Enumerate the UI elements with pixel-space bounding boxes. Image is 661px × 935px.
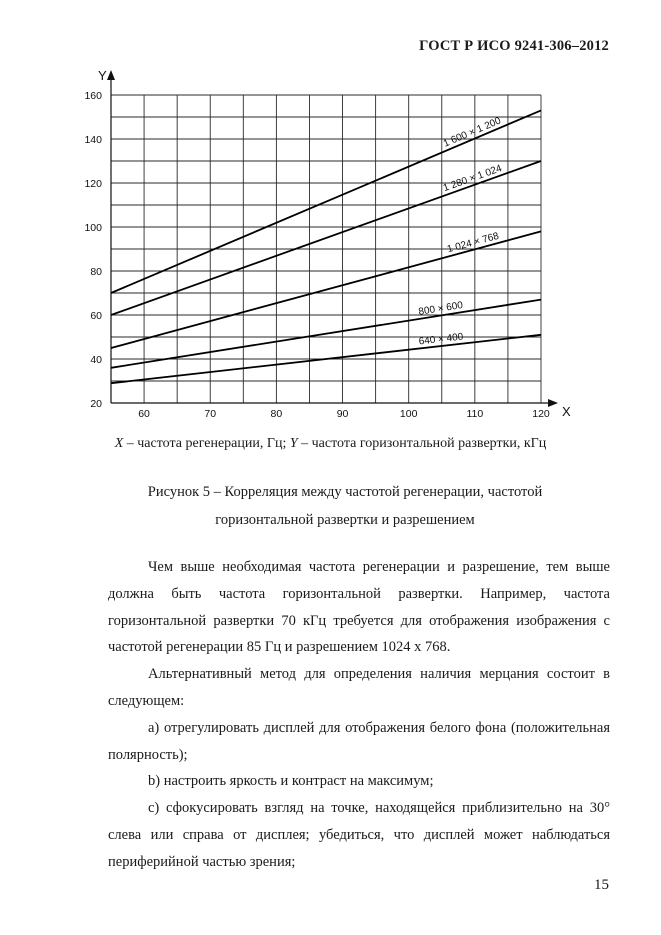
x-tick-label: 90 [336, 408, 349, 420]
y-tick-label: 160 [84, 90, 102, 102]
y-tick-label: 100 [84, 222, 102, 234]
y-tick-label: 60 [90, 310, 102, 322]
paragraph-2: Альтернативный метод для определения наличия мерцания состоит в следующем: [108, 666, 610, 709]
paragraph-1: Чем выше необходимая частота регенерации и разрешение, тем выше должна быть частота горизонтальной развертки. Например, частота горизонтальной развертки 70 кГц требуется для отображения изображения с частотой регенерации 85 Гц и разрешением 1024 x 768. [108, 559, 610, 656]
y-axis-arrow [107, 70, 115, 80]
x-axis-arrow [548, 399, 558, 407]
page-number: 15 [594, 877, 609, 893]
series-line [111, 110, 541, 293]
series-line [111, 300, 541, 368]
x-description: – частота регенерации, Гц; [123, 436, 290, 451]
x-tick-label: 70 [204, 408, 217, 420]
figure-title [90, 478, 600, 534]
y-tick-label: 140 [84, 134, 102, 146]
figure-title-line-2: горизонтальной развертки и разрешением [215, 512, 475, 528]
x-axis-label: X [562, 404, 571, 419]
y-tick-label: 20 [90, 398, 102, 410]
x-tick-label: 120 [532, 408, 550, 420]
list-item-c: c) сфокусировать взгляд на точке, находящейся приблизительно на 30° слева или справа от дисплея; убедиться, что дисплей может наблюдаться периферийной частью зрения; [108, 800, 610, 870]
figure-title-line-1: Рисунок 5 – Корреляция между частотой регенерации, частотой [147, 484, 543, 500]
series-label: 800 × 600 [417, 299, 464, 318]
y-var: Y [289, 436, 298, 451]
correlation-chart [0, 0, 661, 430]
body-text [108, 554, 610, 876]
x-tick-label: 100 [399, 408, 418, 420]
y-tick-label: 120 [84, 178, 102, 190]
series-label: 1 024 × 768 [446, 230, 501, 256]
x-var: X [114, 436, 124, 451]
x-tick-label: 80 [270, 408, 283, 420]
document-header: ГОСТ Р ИСО 9241-306–2012 [419, 38, 609, 54]
x-tick-label: 60 [138, 408, 150, 420]
axes-caption [0, 436, 661, 452]
series-label: 640 × 400 [418, 331, 464, 348]
series-label: 1 600 × 1 200 [441, 115, 503, 150]
y-tick-label: 80 [90, 266, 102, 278]
x-tick-label: 110 [466, 408, 484, 420]
y-description: – частота горизонтальной развертки, кГц [297, 436, 547, 451]
series-label: 1 280 × 1 024 [441, 163, 504, 195]
list-item-b: b) настроить яркость и контраст на максимум; [148, 773, 434, 790]
list-item-a: a) отрегулировать дисплей для отображения белого фона (положительная полярность); [108, 719, 610, 763]
y-tick-label: 40 [90, 354, 102, 366]
y-axis-label: Y [98, 68, 107, 83]
